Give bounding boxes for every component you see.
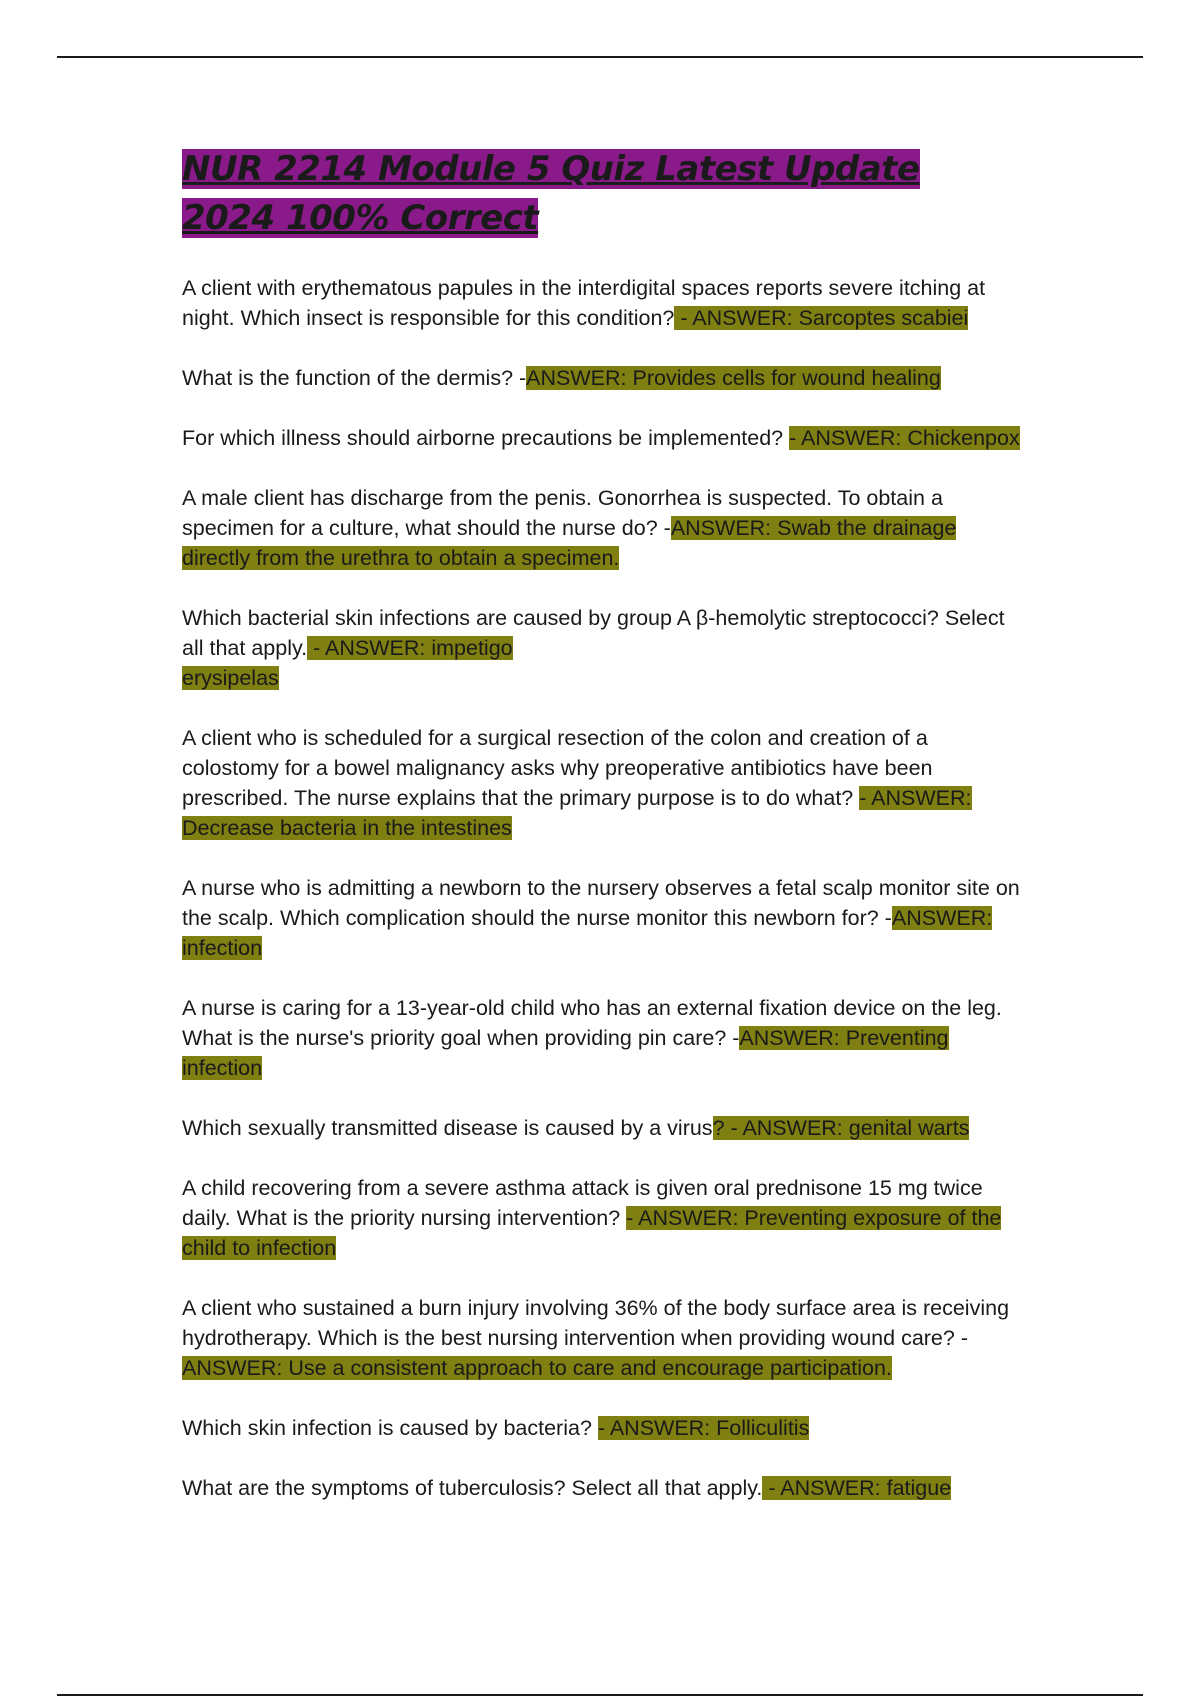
question-text: What are the symptoms of tuberculosis? Select all that apply. xyxy=(182,1476,763,1500)
answer-continuation xyxy=(182,663,1022,693)
question-text: Which skin infection is caused by bacteria? xyxy=(182,1416,598,1440)
question-text: For which illness should airborne precautions be implemented? xyxy=(182,426,790,450)
answer-text: ANSWER: Preventing infection xyxy=(182,1026,949,1080)
qa-item xyxy=(182,1113,1022,1143)
qa-item xyxy=(182,483,1022,573)
question-text: A male client has discharge from the penis. Gonorrhea is suspected. To obtain a specimen for a culture, what should the nurse do? - xyxy=(182,486,943,540)
qa-item xyxy=(182,873,1022,963)
title-text: NUR 2214 Module 5 Quiz Latest Update 2024 100% Correct xyxy=(182,149,920,238)
header-rule xyxy=(57,56,1143,58)
answer-text: - ANSWER: Decrease bacteria in the intestines xyxy=(182,786,972,840)
document-title xyxy=(182,145,1022,243)
document-body xyxy=(182,145,1022,1533)
answer-text: - ANSWER: Sarcoptes scabiei xyxy=(674,306,969,330)
question-text: A nurse is caring for a 13-year-old child who has an external fixation device on the leg. What is the nurse's priority goal when providing pin care? - xyxy=(182,996,1002,1050)
qa-item xyxy=(182,363,1022,393)
question-text: A client who sustained a burn injury involving 36% of the body surface area is receiving hydrotherapy. Which is the best nursing intervention when providing wound care? - xyxy=(182,1296,1010,1350)
footer-rule xyxy=(57,1694,1143,1696)
qa-item xyxy=(182,423,1022,453)
answer-text: ANSWER: Use a consistent approach to care and encourage participation. xyxy=(182,1356,892,1380)
qa-item xyxy=(182,1413,1022,1443)
question-text: A nurse who is admitting a newborn to the nursery observes a fetal scalp monitor site on the scalp. Which complication should the nurse monitor this newborn for? - xyxy=(182,876,1020,930)
qa-item xyxy=(182,723,1022,843)
answer-text: ANSWER: Swab the drainage directly from the urethra to obtain a specimen. xyxy=(182,516,957,570)
answer-text-extra: erysipelas xyxy=(182,666,279,690)
question-text: A client who is scheduled for a surgical resection of the colon and creation of a colostomy for a bowel malignancy asks why preoperative antibiotics have been prescribed. The nurse explains that the primary purpose is to do what? xyxy=(182,726,933,810)
question-text: Which bacterial skin infections are caused by group A β-hemolytic streptococci? Select all that apply. xyxy=(182,606,1005,660)
qa-item xyxy=(182,273,1022,333)
question-text: A client with erythematous papules in the interdigital spaces reports severe itching at night. Which insect is responsible for this condition? xyxy=(182,276,986,330)
answer-text: ANSWER: infection xyxy=(182,906,993,960)
answer-text: - ANSWER: Folliculitis xyxy=(597,1416,810,1440)
qa-item xyxy=(182,1293,1022,1383)
answer-text: ? - ANSWER: genital warts xyxy=(712,1116,970,1140)
answer-text: - ANSWER: impetigo xyxy=(307,636,513,660)
answer-text: - ANSWER: fatigue xyxy=(762,1476,952,1500)
qa-item xyxy=(182,603,1022,693)
qa-item xyxy=(182,993,1022,1083)
answer-text: - ANSWER: Preventing exposure of the child to infection xyxy=(182,1206,1002,1260)
qa-item xyxy=(182,1473,1022,1503)
qa-item xyxy=(182,1173,1022,1263)
answer-text: - ANSWER: Chickenpox xyxy=(789,426,1020,450)
question-text: Which sexually transmitted disease is caused by a virus xyxy=(182,1116,713,1140)
answer-text: ANSWER: Provides cells for wound healing xyxy=(526,366,941,390)
question-text: A child recovering from a severe asthma attack is given oral prednisone 15 mg twice daily. What is the priority nursing intervention? xyxy=(182,1176,983,1230)
question-text: What is the function of the dermis? - xyxy=(182,366,527,390)
